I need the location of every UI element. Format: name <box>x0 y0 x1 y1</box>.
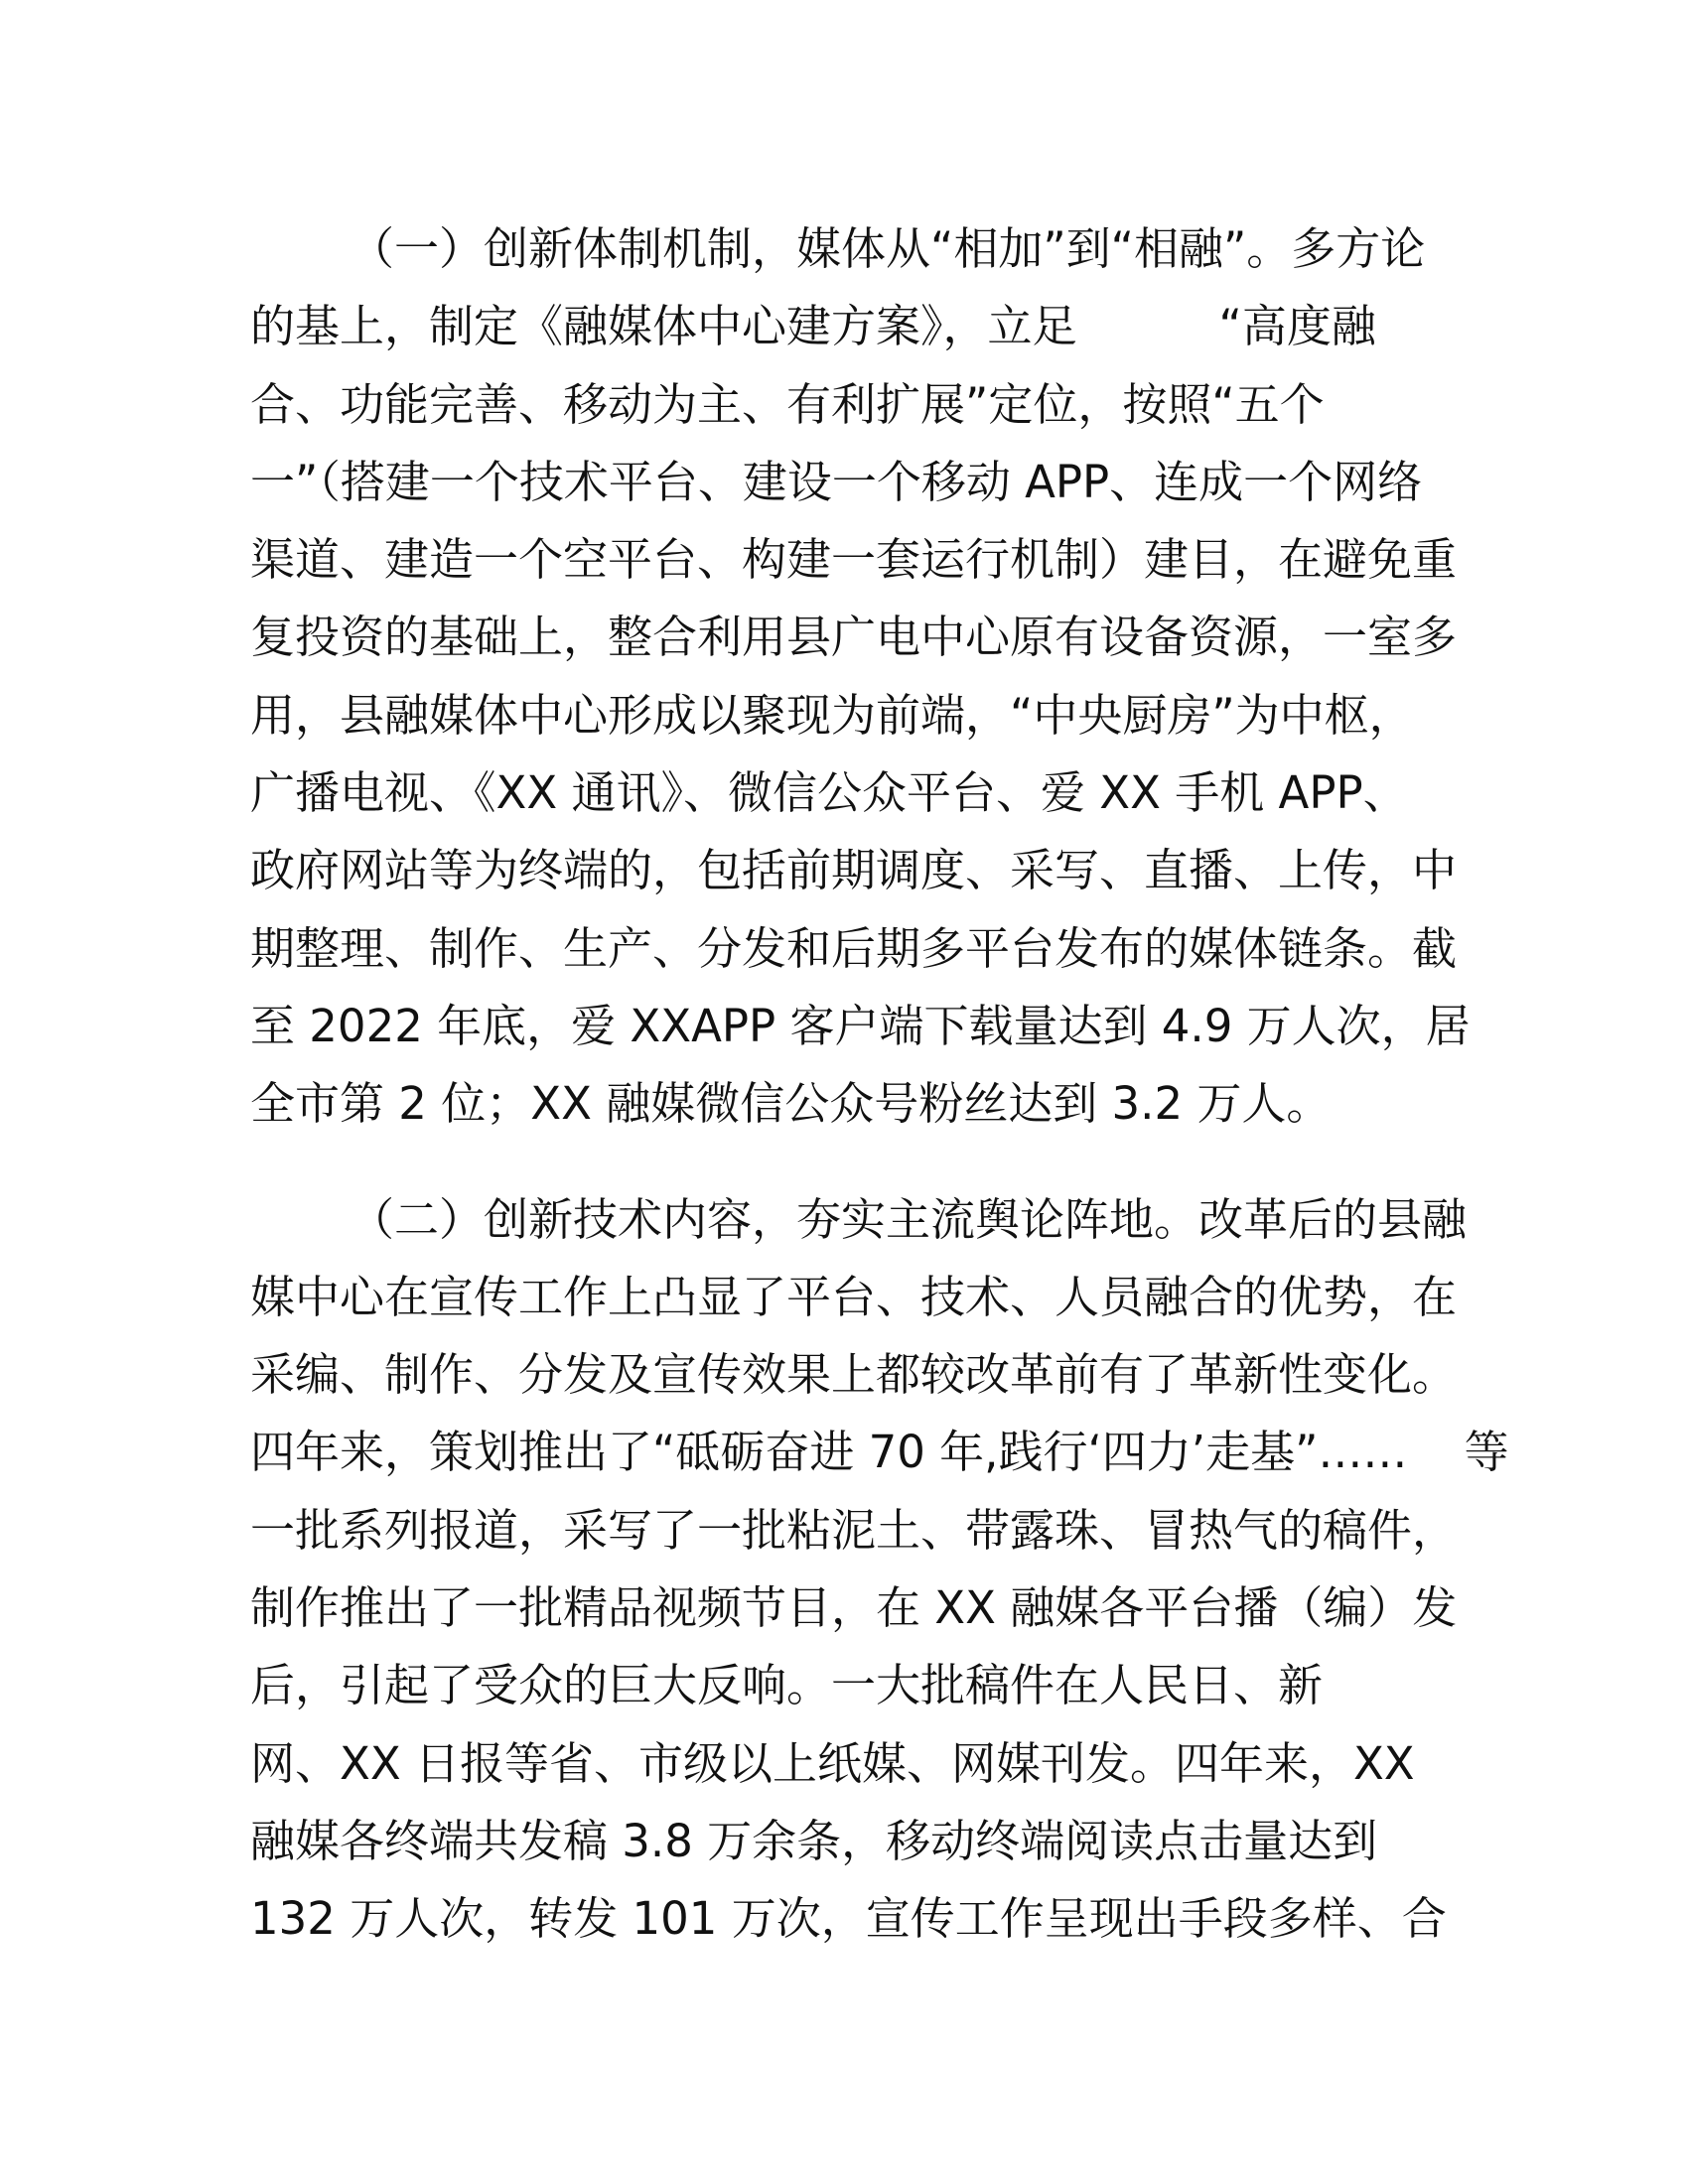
text-line: 制作推出了一批精品视频节目，在 XX 融媒各平台播（编）发 <box>250 1581 1458 1635</box>
text-line: （一）创新体制机制，媒体从“相加”到“相融”。多方论 <box>350 222 1426 275</box>
paragraph-spacer <box>250 1144 1442 1181</box>
text-line: 网、XX 日报等省、市级以上纸媒、网媒刊发。四年来，XX <box>250 1736 1415 1790</box>
paragraph-2 <box>250 1181 1509 1959</box>
text-line: 媒中心在宣传工作上凸显了平台、技术、人员融合的优势，在 <box>250 1270 1458 1323</box>
paragraph-1 <box>250 210 1471 1144</box>
text-line: 期整理、制作、生产、分发和后期多平台发布的媒体链条。截 <box>250 921 1458 975</box>
text-line: 至 2022 年底，爱 XXAPP 客户端下载量达到 4.9 万人次，居 <box>250 999 1471 1052</box>
text-line: 合、功能完善、移动为主、有利扩展”定位，按照“五个 <box>250 377 1325 431</box>
document-body <box>250 210 1509 1959</box>
text-line: 渠道、建造一个空平台、构建一套运行机制）建目，在避免重 <box>250 533 1458 587</box>
text-line: 后，引起了受众的巨大反响。一大批稿件在人民日、新 <box>250 1659 1324 1712</box>
text-line: 一批系列报道，采写了一批粘泥土、带露珠、冒热气的稿件， <box>250 1503 1458 1557</box>
text-line: 四年来，策划推出了“砥砺奋进 70 年,践行‘四力’走基”…… 等 <box>250 1426 1509 1479</box>
text-line: 一”（搭建一个技术平台、建设一个移动 APP、连成一个网络 <box>250 455 1423 508</box>
text-line: （二）创新技术内容，夯实主流舆论阵地。改革后的县融 <box>350 1192 1468 1246</box>
text-line: 用，县融媒体中心形成以聚现为前端，“中央厨房”为中枢， <box>250 688 1414 742</box>
text-line: 的基上，制定《融媒体中心建方案》，立足 “高度融 <box>250 300 1376 353</box>
text-line: 广播电视、《XX 通讯》、微信公众平台、爱 XX 手机 APP、 <box>250 766 1408 820</box>
text-line: 132 万人次，转发 101 万次，宣传工作呈现出手段多样、合 <box>250 1892 1447 1946</box>
text-line: 采编、制作、分发及宣传效果上都较改革前有了革新性变化。 <box>250 1348 1458 1402</box>
text-line: 复投资的基础上，整合利用县广电中心原有设备资源，一室多 <box>250 611 1458 664</box>
text-line: 融媒各终端共发稿 3.8 万余条，移动终端阅读点击量达到 <box>250 1814 1378 1867</box>
text-line: 政府网站等为终端的，包括前期调度、采写、直播、上传，中 <box>250 844 1458 897</box>
text-line: 全市第 2 位；XX 融媒微信公众号粉丝达到 3.2 万人。 <box>250 1077 1332 1131</box>
